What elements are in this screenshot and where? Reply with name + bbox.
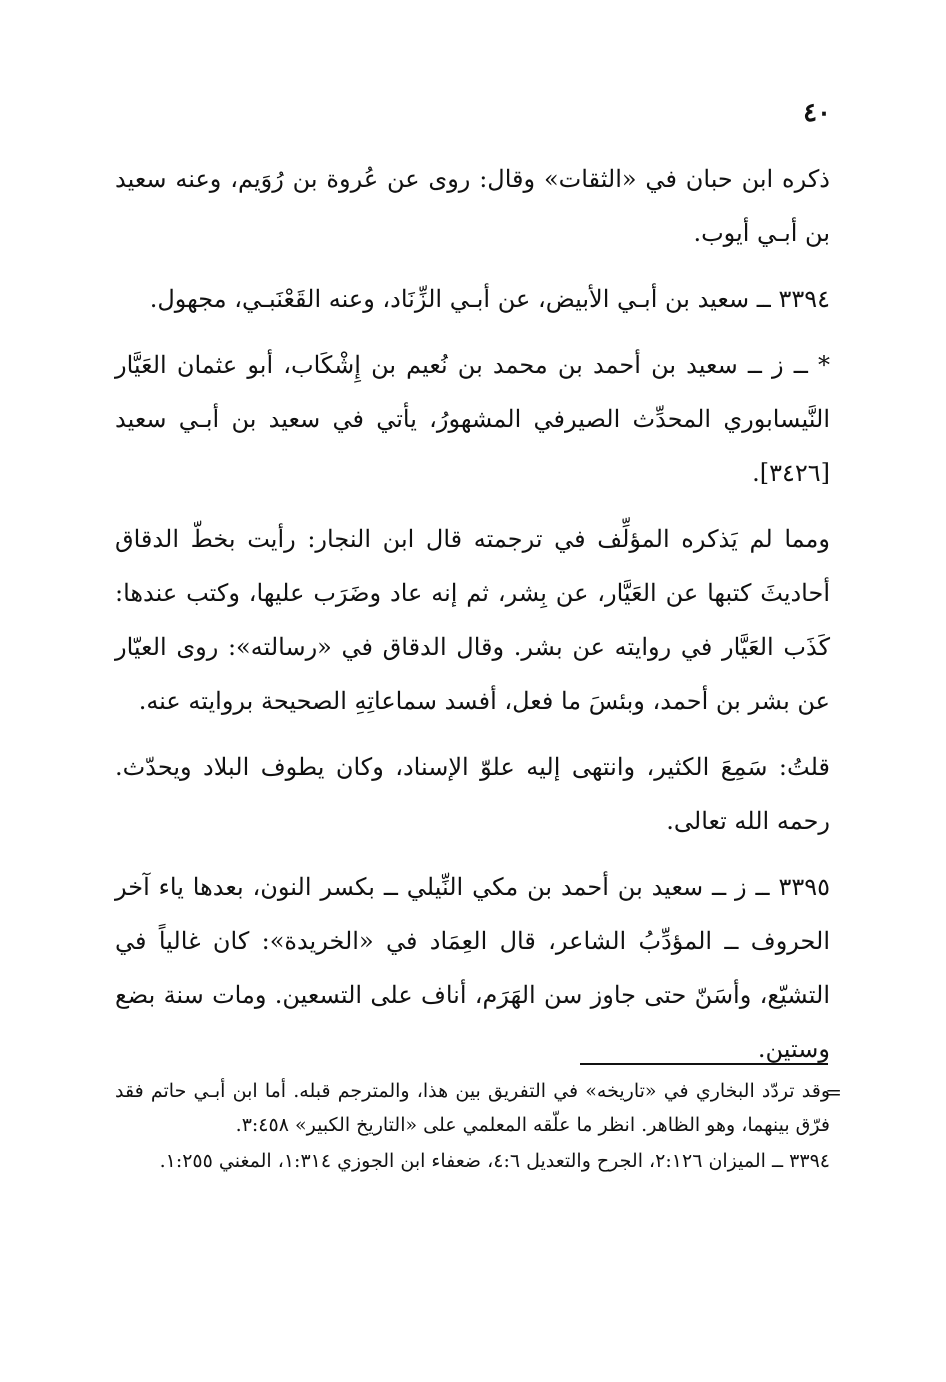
footnote-continuation-mark: = [825, 1080, 842, 1104]
footnote-3394: ٣٣٩٤ ــ الميزان ٢:١٢٦، الجرح والتعديل ٤:٦، ضعفاء ابن الجوزي ١:٣١٤، المغني ١:٢٥٥. [159, 1150, 830, 1172]
entry-3395: ٣٣٩٥ ــ ز ــ سعيد بن أحمد بن مكي النِّيلي ــ بكسر النون، بعدها ياء آخر الحروف ــ المؤدِّبُ الشاعر، قال العِمَاد في «الخريدة»: كان غالياً في التشيّع، وأسَنّ حتى جاوز سن الهَرَم، أناف على التسعين. ومات سنة بضع وستين. [115, 873, 830, 1063]
entry-ishkab: * ــ ز ــ سعيد بن أحمد بن محمد بن نُعيم بن إِشْكَاب، أبو عثمان العَيَّار النَّيسابوري المحدِّث الصيرفي المشهورُ، يأتي في سعيد بن أبـي سعيد [٣٤٢٦]. [115, 351, 830, 487]
page-number: ٤٠ [803, 98, 831, 128]
paragraph-note-continuation: ذكره ابن حبان في «الثقات» وقال: روى عن عُروة بن رُوَيم، وعنه سعيد بن أبـي أيوب. [115, 165, 830, 247]
entry-3394: ٣٣٩٤ ــ سعيد بن أبـي الأبيض، عن أبـي الزِّنَاد، وعنه القَعْنَبـي، مجهول. [149, 285, 830, 313]
main-text [115, 152, 830, 1088]
paragraph-author-remark: قلتُ: سَمِعَ الكثير، وانتهى إليه علوّ الإسناد، وكان يطوف البلاد ويحدّث. رحمه الله تعالى. [115, 753, 830, 835]
paragraph-ibn-najjar: ومما لم يَذكره المؤلِّف في ترجمته قال ابن النجار: رأيت بخطّ الدقاق أحاديثَ كتبها عن العَيَّار، عن بِشر، ثم إنه عاد وضَرَب عليها، وكتب عندها: كَذَب العَيَّار في روايته عن بشر. وقال الدقاق في «رسالته»: روى العيّار عن بشر بن أحمد، وبئسَ ما فعل، أفسد سماعاتِهِ الصحيحة بروايته عنه. [115, 525, 830, 715]
footnote-divider [580, 1063, 828, 1065]
footnotes [115, 1074, 830, 1180]
footnote-continued: وقد تردّد البخاري في «تاريخه» في التفريق بين هذا، والمترجم قبله. أما ابن أبـي حاتم فقد فرّق بينهما، وهو الظاهر. انظر ما علّقه المعلمي على «التاريخ الكبير» ٣:٤٥٨. [115, 1080, 830, 1136]
